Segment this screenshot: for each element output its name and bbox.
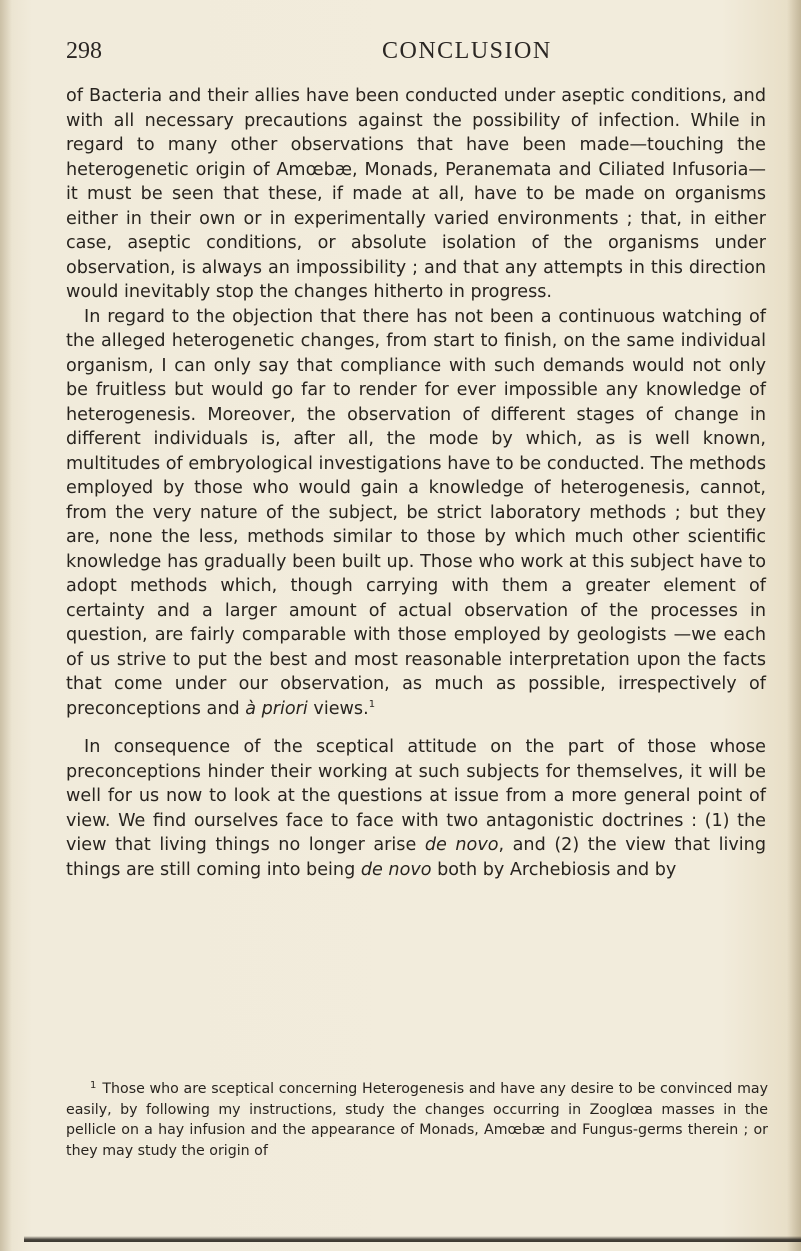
page-left-edge-shadow bbox=[0, 0, 12, 1251]
page-bottom-shadow bbox=[24, 1236, 801, 1242]
paragraph-3-italic-1: de novo bbox=[424, 835, 499, 855]
paragraph-3-text: In consequence of the sceptical attitude on the part of those whose preconceptions hinder their working at such subjects for themselves, it will be well for us now to look at the questions at issue from a more general point of view. We find ourselves face to face with two antagonistic doctrines : (1) the view that living things no longer arise bbox=[66, 737, 766, 855]
footnote bbox=[66, 1076, 768, 1161]
paragraph-3-middle: , and (2) the view that living things are still coming into being bbox=[66, 835, 766, 880]
paragraph-2-text: In regard to the objection that there has not been a continuous watching of the alleged heterogenetic changes, from start to finish, on the same individual organism, I can only say that compliance with such demands would not only be fruitless but would go far to render for ever impossible any knowledge of heterogenesis. Moreover, the observation of different stages of change in different individuals is, after all, the mode by which, as is well known, multitudes of embryological investigations have to be conducted. The methods employed by those who would gain a knowledge of heterogenesis, cannot, from the very nature of the subject, be strict laboratory methods ; but they are, none the less, methods similar to those by which much other scientific knowledge has gradually been built up. Those who work at this subject have to adopt methods which, though carrying with them a greater element of certainty and a larger amount of actual observation of the processes in question, are fairly comparable with those employed by geologists —we each of us strive to put the best and most reasonable interpretation upon the facts that come under our observation, as much as possible, irrespectively of preconceptions and bbox=[66, 306, 766, 719]
running-head: CONCLUSION bbox=[382, 38, 552, 64]
footnote-text: Those who are sceptical concerning Heterogenesis and have any desire to be convinced may easily, by following my instructions, study the changes occurring in Zooglœa masses in the pellicle on a hay infusion and the appearance of Monads, Amœbæ and Fungus-germs therein ; or they may study the origin of bbox=[66, 1081, 768, 1159]
paragraph-3-italic-2: de novo bbox=[360, 859, 432, 880]
paragraph-2-italic: à priori bbox=[245, 698, 308, 719]
page-number: 298 bbox=[66, 38, 102, 64]
paragraph-2-tail: views. bbox=[307, 698, 369, 719]
body-text bbox=[66, 84, 766, 882]
page-header bbox=[66, 38, 766, 74]
paragraph-3-tail: both by Archebiosis and by bbox=[431, 859, 677, 880]
footnote-reference: 1 bbox=[368, 698, 376, 710]
footnote-paragraph bbox=[66, 1076, 768, 1161]
footnote-mark: 1 bbox=[90, 1080, 97, 1091]
page-right-edge-shadow bbox=[787, 0, 801, 1251]
paragraph-1-text: of Bacteria and their allies have been conducted under aseptic conditions, and with all necessary precautions against the possibility of infection. While in regard to many other observations that have been made—touching the heterogenetic origin of Amœbæ, Monads, Peranemata and Ciliated Infusoria—it must be seen that these, if made at all, have to be made on organisms either in their own or in experimentally varied environments ; that, in either case, aseptic conditions, or absolute isolation of the organisms under observation, is always an impossibility ; and that any attempts in this direction would inevitably stop the changes hitherto in progress. bbox=[66, 86, 766, 302]
paragraph-2 bbox=[66, 305, 766, 722]
paragraph-1 bbox=[66, 84, 766, 305]
paragraph-3 bbox=[66, 735, 766, 882]
